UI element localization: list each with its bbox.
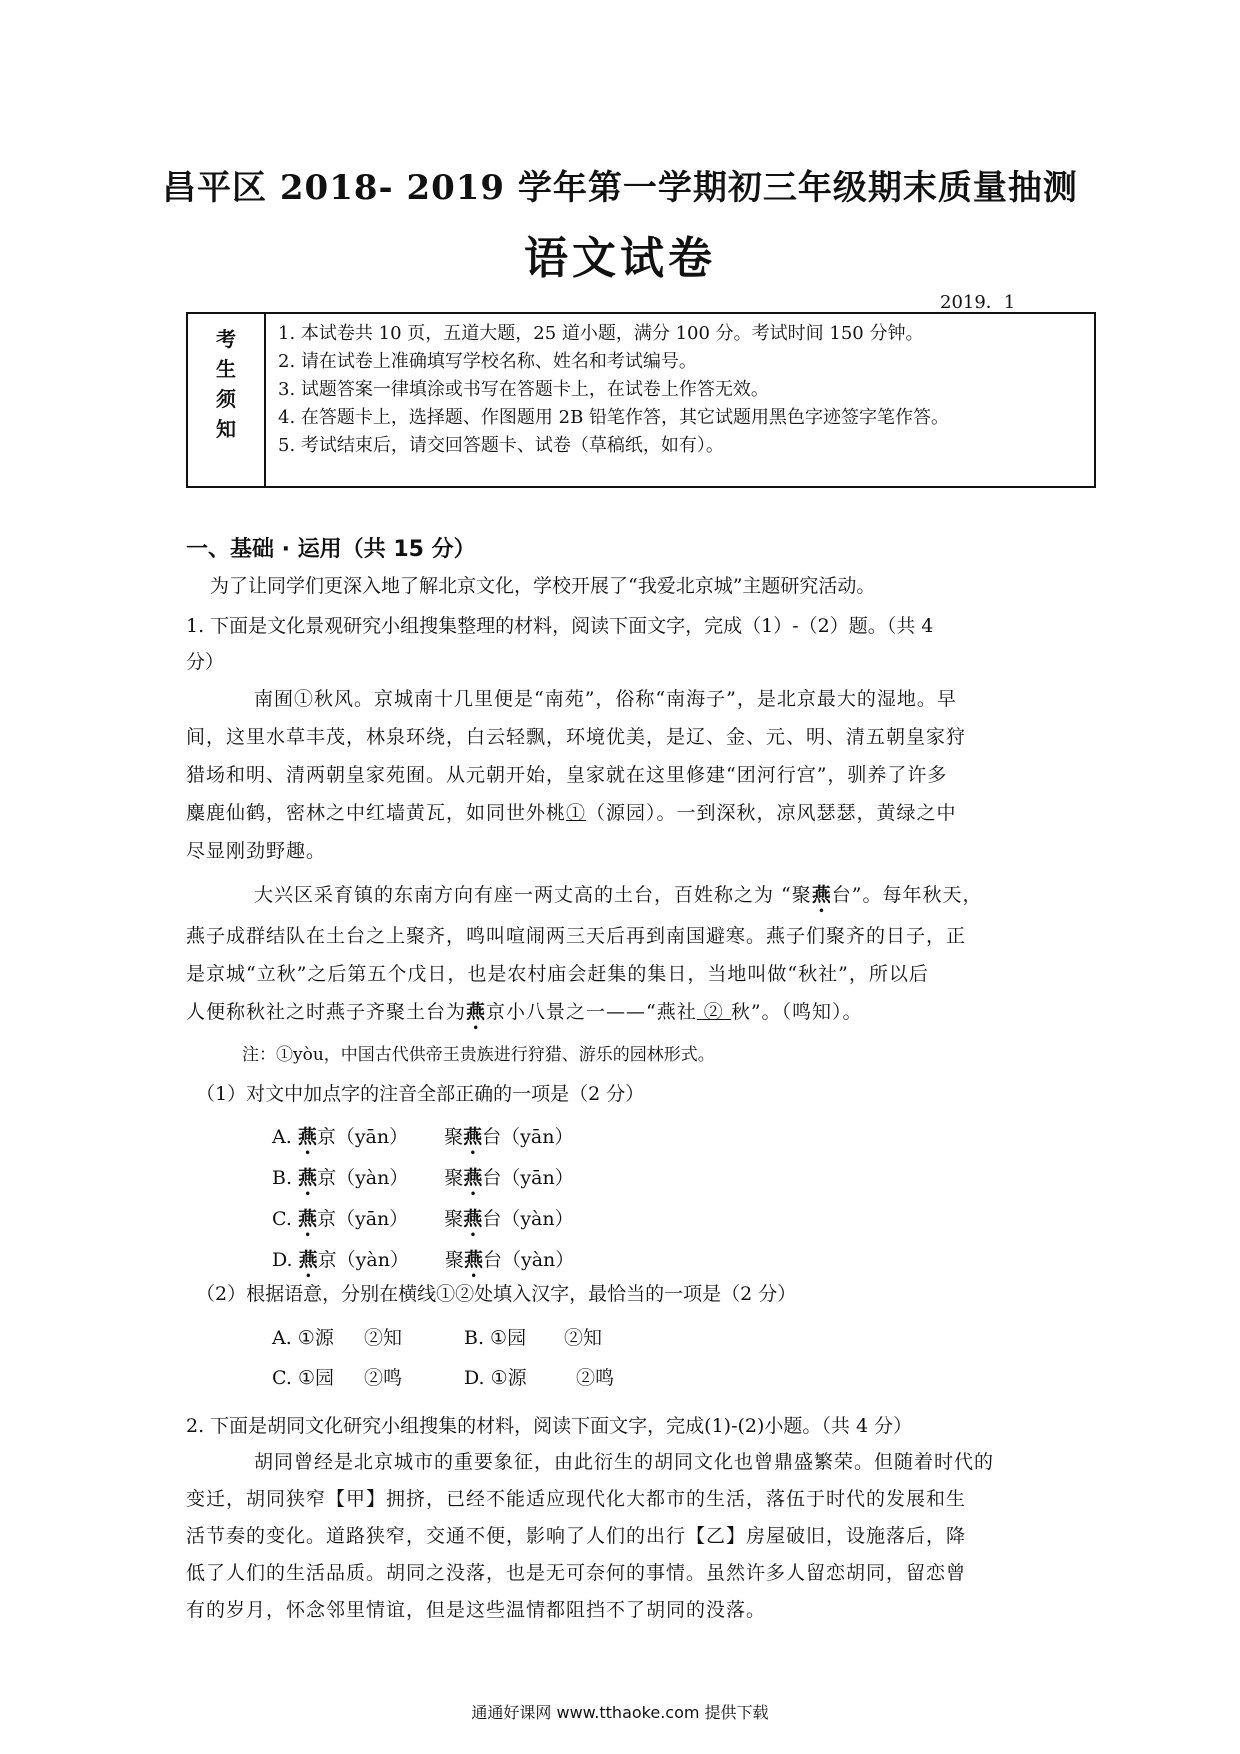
dotted-char: 燕 [297, 1208, 317, 1230]
section-heading: 一、基础 · 运用（共 15 分） [186, 537, 476, 562]
question-2-stem: 2. 下面是胡同文化研究小组搜集的材料，阅读下面文字，完成(1)-(2)小题。（共 4 分） [186, 1415, 913, 1437]
footnote: 注：①yòu，中国古代供帝王贵族进行狩猎、游乐的园林形式。 [242, 1045, 715, 1065]
passage-line: 活节奏的变化。道路狭窄，交通不便，影响了人们的出行【乙】房屋破旧，设施落后，降 [186, 1525, 967, 1547]
notice-list [278, 320, 1088, 460]
passage-line: 南囿①秋风。京城南十几里便是“南苑”，俗称“南海子”，是北京最大的湿地。早 [254, 688, 957, 710]
passage-1 [186, 680, 1066, 870]
notice-label-char: 知 [216, 417, 236, 441]
notice-item: 4. 在答题卡上，选择题、作图题用 2B 铅笔作答，其它试题用黑色字迹签字笔作答。 [278, 407, 950, 428]
passage-line [186, 876, 1066, 917]
notice-item: 2. 请在试卷上准确填写学校名称、姓名和考试编号。 [278, 351, 697, 372]
option-text: 台（yàn） [482, 1208, 574, 1230]
notice-label-char: 考 [216, 327, 236, 351]
option-text: 聚 [444, 1208, 464, 1230]
option-text: 聚 [444, 1249, 464, 1271]
option-d[interactable]: D. ①源 [464, 1367, 527, 1389]
passage-text: 京小八景之一——“燕社 [486, 1001, 697, 1023]
option-text: 京（yān） [316, 1208, 409, 1230]
dotted-char: 燕 [811, 884, 832, 906]
option-text: ②鸣 [364, 1367, 403, 1389]
option-a[interactable]: A. ①源 [272, 1327, 334, 1349]
passage-line [186, 794, 1066, 832]
passage-text: （源园）。一到深秋，凉风瑟瑟，黄绿之中 [586, 802, 957, 824]
passage-3 [186, 1444, 1066, 1629]
passage-line: 是京城“立秋”之后第五个戊日，也是农村庙会赶集的集日，当地叫做“秋社”，所以后 [186, 963, 929, 985]
passage-line [186, 993, 1066, 1034]
passage-2 [186, 876, 1066, 1034]
dotted-char: 燕 [298, 1249, 318, 1271]
section-intro: 为了让同学们更深入地了解北京文化，学校开展了“我爱北京城”主题研究活动。 [210, 575, 876, 597]
page-title: 昌平区 2018- 2019 学年第一学期初三年级期末质量抽测 [162, 168, 1078, 208]
passage-line: 变迁，胡同狭窄【甲】拥挤，已经不能适应现代化大都市的生活，落伍于时代的发展和生 [186, 1488, 967, 1510]
passage-line: 燕子成群结队在土台之上聚齐，鸣叫喧闹两三天后再到南国避寒。燕子们聚齐的日子，正 [186, 925, 967, 947]
question-1-stem [186, 608, 1086, 680]
passage-line: 低了人们的生活品质。胡同之没落，也是无可奈何的事情。虽然许多人留恋胡同，留恋曾 [186, 1562, 967, 1584]
notice-label-char: 须 [216, 387, 236, 411]
passage-line: 间，这里水草丰茂，林泉环绕，白云轻飘，环境优美，是辽、金、元、明、清五朝皇家狩 [186, 726, 967, 748]
option-letter: B. [272, 1167, 299, 1189]
subquestion-2-options [272, 1318, 614, 1398]
option-letter: C. [272, 1208, 298, 1230]
option-text: ②鸣 [576, 1367, 615, 1389]
option-text: ②知 [364, 1327, 403, 1349]
exam-notice-box [186, 312, 1096, 488]
option-letter: A. [272, 1126, 298, 1148]
passage-text: 台”。每年秋天， [831, 884, 983, 906]
passage-line: 胡同曾经是北京城市的重要象征，由此衍生的胡同文化也曾鼎盛繁荣。但随着时代的 [254, 1451, 995, 1473]
option-letter: D. [272, 1249, 299, 1271]
passage-line: 猎场和明、清两朝皇家苑囿。从元朝开始，皇家就在这里修建“团河行宫”，驯养了许多 [186, 764, 948, 786]
option-text: 京（yàn） [317, 1167, 409, 1189]
passage-text: 秋”。（鸣知）。 [730, 1001, 863, 1023]
blank-1: ① [566, 802, 587, 824]
passage-text: 人便称秋社之时燕子齐聚土台为 [186, 1001, 467, 1023]
dotted-char: 燕 [297, 1126, 317, 1148]
option-c[interactable]: C. ①园 [272, 1367, 334, 1389]
passage-text: 大兴区采育镇的东南方向有座一两丈高的土台，百姓称之为 “聚 [254, 884, 812, 906]
option-row [272, 1318, 614, 1358]
footer-credit: 通通好课网 www.tthaoke.com 提供下载 [471, 1703, 769, 1722]
passage-text: 麋鹿仙鹤，密林之中红墙黄瓦，如同世外桃 [186, 802, 567, 824]
dotted-char: 燕 [298, 1167, 318, 1189]
blank-2: ② [696, 1001, 731, 1023]
page-subtitle: 语文试卷 [524, 233, 716, 284]
option-row [272, 1358, 614, 1398]
subquestion-1-options [272, 1118, 574, 1282]
subquestion-2-stem: （2）根据语意，分别在横线①②处填入汉字，最恰当的一项是（2 分） [196, 1283, 797, 1305]
subquestion-1-stem: （1）对文中加点字的注音全部正确的一项是（2 分） [196, 1083, 645, 1105]
notice-item: 5. 考试结束后，请交回答题卡、试卷（草稿纸，如有）。 [278, 435, 724, 456]
notice-item: 3. 试题答案一律填涂或书写在答题卡上，在试卷上作答无效。 [278, 379, 769, 400]
question-1-stem-line: 1. 下面是文化景观研究小组搜集整理的材料，阅读下面文字，完成（1）-（2）题。（共 4 [186, 615, 934, 637]
option-text: 聚 [444, 1126, 464, 1148]
option-text: 台（yàn） [483, 1249, 575, 1271]
exam-date: 2019．1 [940, 292, 1016, 313]
option-text: 聚 [444, 1167, 464, 1189]
dotted-char: 燕 [463, 1126, 483, 1148]
option-text: 京（yān） [316, 1126, 409, 1148]
dotted-char: 燕 [463, 1167, 483, 1189]
option-b[interactable]: B. ①园 [464, 1327, 527, 1349]
option-text: ②知 [564, 1327, 603, 1349]
question-1-stem-line: 分） [186, 651, 225, 673]
option-text: 台（yān） [482, 1126, 574, 1148]
option-a[interactable] [272, 1118, 574, 1159]
passage-line: 有的岁月，怀念邻里情谊，但是这些温情都阻挡不了胡同的没落。 [186, 1599, 767, 1621]
option-text: 台（yān） [482, 1167, 574, 1189]
dotted-char: 燕 [466, 1001, 487, 1023]
notice-label-char: 生 [216, 357, 236, 381]
option-c[interactable] [272, 1200, 574, 1241]
passage-line: 尽显刚劲野趣。 [186, 840, 327, 862]
notice-item: 1. 本试卷共 10 页，五道大题，25 道小题，满分 100 分。考试时间 150 分钟。 [278, 323, 924, 344]
option-b[interactable] [272, 1159, 574, 1200]
notice-label [188, 314, 266, 486]
dotted-char: 燕 [463, 1208, 483, 1230]
dotted-char: 燕 [463, 1249, 483, 1271]
option-text: 京（yàn） [317, 1249, 409, 1271]
